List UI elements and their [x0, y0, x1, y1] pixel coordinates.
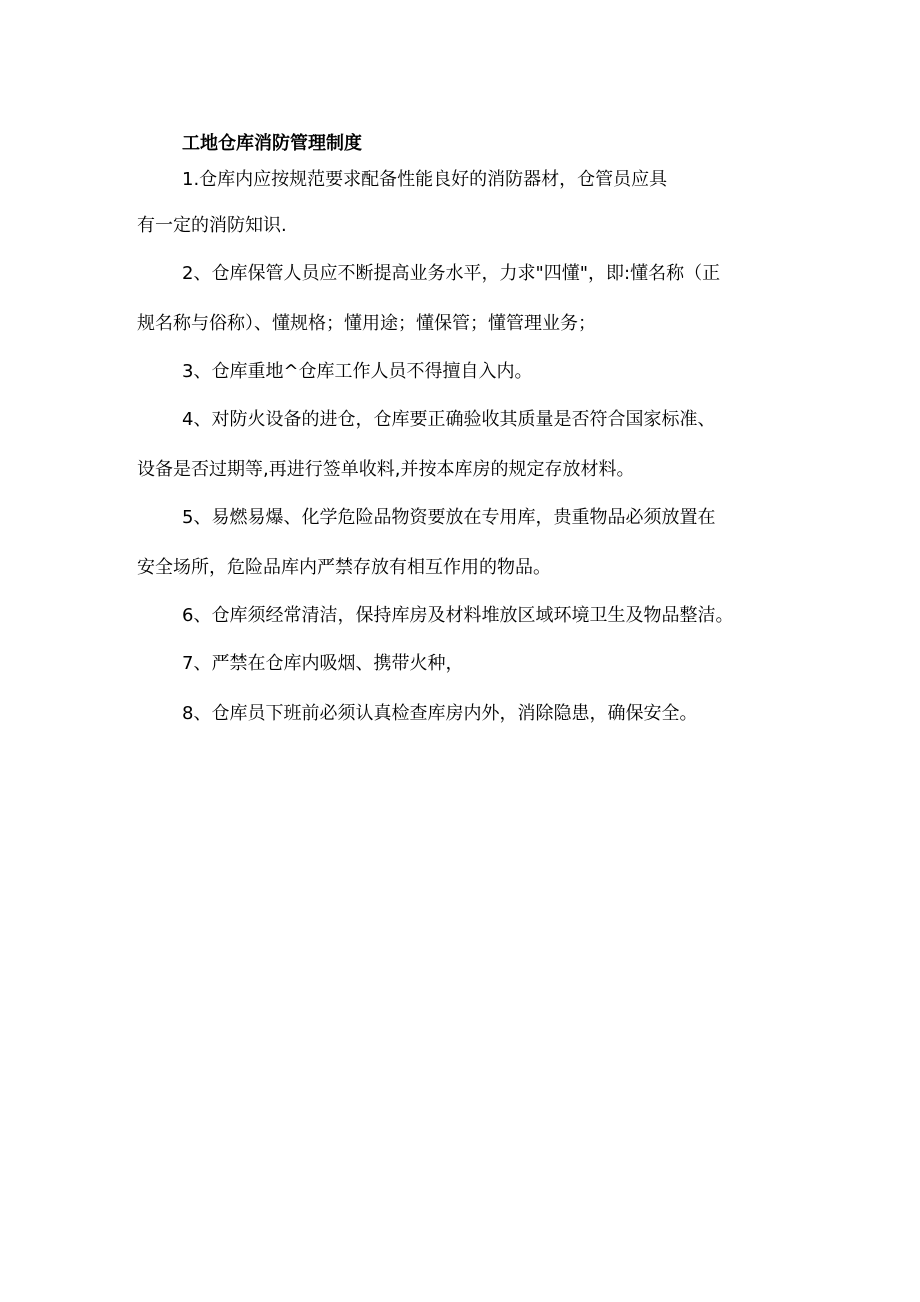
rule-1-line-1: 1.仓库内应按规范要求配备性能良好的消防器材，仓管员应具 [182, 169, 668, 190]
rule-8-line-1: 8、仓库员下班前必须认真检查库房内外，消除隐患，确保安全。 [182, 703, 698, 724]
rule-2-line-2: 规名称与俗称）、懂规格；懂用途；懂保管；懂管理业务； [137, 313, 596, 334]
rule-4-line-1: 4、对防火设备的进仓，仓库要正确验收其质量是否符合国家标准、 [182, 409, 716, 430]
rule-2-line-1: 2、仓库保管人员应不断提高业务水平，力求"四懂"，即:懂名称（正 [182, 263, 721, 284]
rule-6-line-1: 6、仓库须经常清洁，保持库房及材料堆放区域环境卫生及物品整洁。 [182, 605, 734, 626]
rule-3-line-1: 3、仓库重地^仓库工作人员不得擅自入内。 [182, 361, 533, 382]
rule-1-line-2: 有一定的消防知识. [137, 215, 287, 236]
rule-7-line-1: 7、严禁在仓库内吸烟、携带火种， [182, 653, 464, 674]
rule-4-line-2: 设备是否过期等,再进行签单收料,并按本库房的规定存放材料。 [137, 459, 635, 480]
rule-5-line-2: 安全场所，危险品库内严禁存放有相互作用的物品。 [137, 557, 551, 578]
document-title: 工地仓库消防管理制度 [182, 133, 362, 154]
rule-5-line-1: 5、易燃易爆、化学危险品物资要放在专用库，贵重物品必须放置在 [182, 507, 716, 528]
